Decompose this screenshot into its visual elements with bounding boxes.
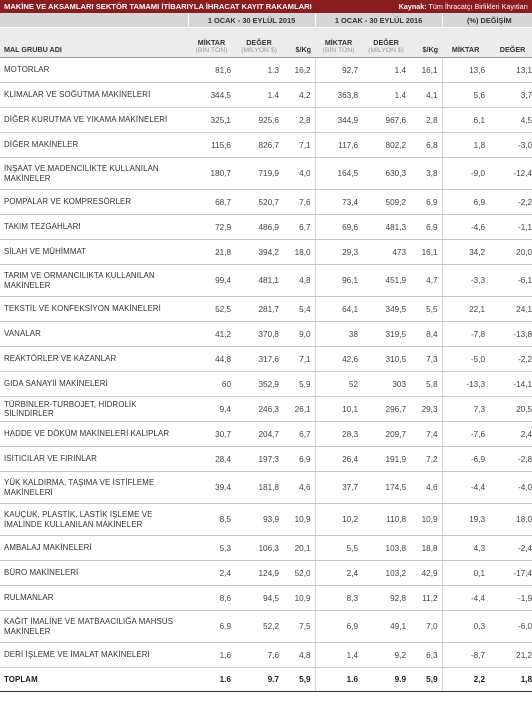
cell-deger-2015: 197,3: [235, 447, 283, 472]
cell-perkg-2016: 7,2: [410, 447, 442, 472]
cell-miktar-2016: 2,4: [315, 561, 362, 586]
total-miktar-2015: 1.6: [188, 668, 235, 692]
miktar-2016-header: [315, 28, 362, 58]
cell-deger-2015: 352,9: [235, 372, 283, 397]
cell-perkg-2016: 42,9: [410, 561, 442, 586]
cell-change-deger: 3,7: [489, 83, 532, 108]
cell-miktar-2016: 92,7: [315, 58, 362, 83]
total-deger-2015: 9.7: [235, 668, 283, 692]
cell-miktar-2015: 5,3: [188, 536, 235, 561]
cell-deger-2016: 49,1: [362, 611, 410, 643]
cell-change-miktar: -13,3: [442, 372, 489, 397]
change-header: (%) DEĞİŞİM: [442, 13, 532, 28]
cell-change-miktar: -3,3: [442, 265, 489, 297]
cell-perkg-2016: 7,3: [410, 347, 442, 372]
cell-perkg-2015: 4,0: [283, 158, 315, 190]
cell-perkg-2015: 6,7: [283, 422, 315, 447]
cell-deger-2016: 92,8: [362, 586, 410, 611]
cell-perkg-2016: 10,9: [410, 504, 442, 536]
row-group-name: TEKSTİL VE KONFEKSİYON MAKİNELERİ: [0, 297, 188, 322]
row-group-name: TÜRBİNLER-TURBOJET, HİDROLİK SİLİNDİRLER: [0, 397, 188, 422]
cell-change-deger: -3,0: [489, 133, 532, 158]
cell-perkg-2015: 2,8: [283, 108, 315, 133]
cell-deger-2015: 1.4: [235, 83, 283, 108]
cell-change-deger: 2,4: [489, 422, 532, 447]
row-group-name: POMPALAR VE KOMPRESÖRLER: [0, 190, 188, 215]
cell-miktar-2015: 81,6: [188, 58, 235, 83]
cell-perkg-2016: 16,1: [410, 58, 442, 83]
cell-perkg-2016: 4,1: [410, 83, 442, 108]
cell-change-deger: -12,4: [489, 158, 532, 190]
cell-miktar-2016: 5,5: [315, 536, 362, 561]
cell-change-deger: 24,1: [489, 297, 532, 322]
cell-change-deger: -1,9: [489, 586, 532, 611]
total-miktar-2016: 1.6: [315, 668, 362, 692]
row-group-name: TARIM VE ORMANCILIKTA KULLANILAN MAKİNELER: [0, 265, 188, 297]
cell-change-deger: -17,4: [489, 561, 532, 586]
cell-miktar-2015: 99,4: [188, 265, 235, 297]
cell-change-miktar: 1,8: [442, 133, 489, 158]
cell-perkg-2015: 10,9: [283, 586, 315, 611]
cell-deger-2016: 451,9: [362, 265, 410, 297]
cell-perkg-2015: 7,1: [283, 133, 315, 158]
cell-miktar-2015: 72,9: [188, 215, 235, 240]
cell-miktar-2015: 325,1: [188, 108, 235, 133]
cell-deger-2016: 319,5: [362, 322, 410, 347]
row-group-name: REAKTÖRLER VE KAZANLAR: [0, 347, 188, 372]
cell-change-deger: -4,0: [489, 472, 532, 504]
cell-change-miktar: 6,1: [442, 108, 489, 133]
cell-deger-2015: 7,6: [235, 643, 283, 668]
cell-perkg-2016: 6,9: [410, 215, 442, 240]
deger-2016-unit: (MİLYON $): [368, 47, 404, 54]
cell-perkg-2016: 7,4: [410, 422, 442, 447]
cell-change-deger: -1,1: [489, 215, 532, 240]
cell-miktar-2016: 26,4: [315, 447, 362, 472]
table-row: [0, 158, 532, 190]
cell-miktar-2016: 117,6: [315, 133, 362, 158]
cell-deger-2015: 52,2: [235, 611, 283, 643]
cell-deger-2015: 481,1: [235, 265, 283, 297]
row-group-name: DİĞER MAKİNELER: [0, 133, 188, 158]
cell-deger-2016: 481,3: [362, 215, 410, 240]
cell-miktar-2016: 344,9: [315, 108, 362, 133]
row-group-name: ISITICILAR VE FIRINLAR: [0, 447, 188, 472]
cell-perkg-2015: 26,1: [283, 397, 315, 422]
cell-change-deger: -6,0: [489, 611, 532, 643]
period-header-row: [0, 13, 532, 28]
header-blank-cell: [0, 13, 188, 28]
table-row: [0, 108, 532, 133]
source-note: [399, 0, 528, 13]
cell-perkg-2015: 6,9: [283, 447, 315, 472]
cell-perkg-2015: 52,0: [283, 561, 315, 586]
cell-deger-2015: 124,9: [235, 561, 283, 586]
cell-change-deger: 13,1: [489, 58, 532, 83]
cell-deger-2015: 719,9: [235, 158, 283, 190]
cell-deger-2015: 925,6: [235, 108, 283, 133]
cell-miktar-2015: 28,4: [188, 447, 235, 472]
cell-perkg-2016: 4,7: [410, 265, 442, 297]
cell-miktar-2016: 10,1: [315, 397, 362, 422]
cell-miktar-2015: 39,4: [188, 472, 235, 504]
cell-perkg-2015: 18,0: [283, 240, 315, 265]
cell-perkg-2015: 9,0: [283, 322, 315, 347]
cell-deger-2016: 191,9: [362, 447, 410, 472]
cell-miktar-2016: 29,3: [315, 240, 362, 265]
cell-deger-2016: 9,2: [362, 643, 410, 668]
cell-perkg-2016: 6,8: [410, 133, 442, 158]
period-2015-header: 1 OCAK - 30 EYLÜL 2015: [188, 13, 315, 28]
table-row: [0, 58, 532, 83]
row-group-name: HADDE VE DÖKÜM MAKİNELERİ KALIPLAR: [0, 422, 188, 447]
cell-change-deger: 21,2: [489, 643, 532, 668]
cell-miktar-2015: 6,9: [188, 611, 235, 643]
cell-deger-2016: 174,5: [362, 472, 410, 504]
row-group-name: GIDA SANAYİİ MAKİNELERİ: [0, 372, 188, 397]
cell-miktar-2016: 52: [315, 372, 362, 397]
miktar-2016-label: MİKTAR: [324, 38, 353, 47]
cell-deger-2016: 310,5: [362, 347, 410, 372]
cell-change-miktar: 6,9: [442, 190, 489, 215]
cell-miktar-2016: 363,8: [315, 83, 362, 108]
cell-deger-2016: 296,7: [362, 397, 410, 422]
cell-change-miktar: -5,0: [442, 347, 489, 372]
deger-2015-label: DEĞER: [246, 38, 272, 47]
miktar-2015-label: MİKTAR: [197, 38, 226, 47]
cell-deger-2016: 349,5: [362, 297, 410, 322]
cell-miktar-2015: 8,6: [188, 586, 235, 611]
cell-perkg-2016: 4,6: [410, 472, 442, 504]
cell-change-miktar: -7,6: [442, 422, 489, 447]
miktar-2015-header: [188, 28, 235, 58]
cell-miktar-2015: 2,4: [188, 561, 235, 586]
cell-deger-2016: 967,6: [362, 108, 410, 133]
cell-change-miktar: 13,6: [442, 58, 489, 83]
table-row: [0, 397, 532, 422]
cell-deger-2016: 103,8: [362, 536, 410, 561]
cell-miktar-2015: 30,7: [188, 422, 235, 447]
cell-deger-2016: 103,2: [362, 561, 410, 586]
title-bar: [0, 0, 532, 13]
cell-deger-2015: 93,9: [235, 504, 283, 536]
cell-perkg-2016: 29,3: [410, 397, 442, 422]
cell-perkg-2016: 2,8: [410, 108, 442, 133]
cell-perkg-2015: 10,9: [283, 504, 315, 536]
table-row: [0, 190, 532, 215]
table-row: [0, 297, 532, 322]
cell-deger-2015: 1.3: [235, 58, 283, 83]
total-change-deger: 1,8: [489, 668, 532, 692]
cell-perkg-2015: 20,1: [283, 536, 315, 561]
deger-2015-unit: (MİLYON $): [241, 47, 277, 54]
cell-change-deger: -2,8: [489, 447, 532, 472]
cell-deger-2016: 509,2: [362, 190, 410, 215]
table-row: [0, 240, 532, 265]
source-value: Tüm İhracatçı Birlikleri Kayıtları: [428, 2, 528, 11]
cell-change-miktar: -9,0: [442, 158, 489, 190]
cell-deger-2015: 281,7: [235, 297, 283, 322]
cell-perkg-2015: 7,5: [283, 611, 315, 643]
cell-deger-2015: 370,8: [235, 322, 283, 347]
cell-deger-2015: 486,9: [235, 215, 283, 240]
change-deger-header: DEĞER: [489, 28, 532, 58]
row-group-name: VANALAR: [0, 322, 188, 347]
cell-deger-2015: 181,8: [235, 472, 283, 504]
cell-perkg-2016: 8,4: [410, 322, 442, 347]
cell-perkg-2016: 6,9: [410, 190, 442, 215]
cell-change-miktar: -7,8: [442, 322, 489, 347]
row-group-name: BÜRO MAKİNELERİ: [0, 561, 188, 586]
table-row: [0, 586, 532, 611]
cell-deger-2016: 1.4: [362, 58, 410, 83]
cell-perkg-2016: 3,8: [410, 158, 442, 190]
miktar-2015-unit: (BİN TON): [195, 47, 228, 54]
cell-miktar-2016: 42,6: [315, 347, 362, 372]
cell-deger-2016: 473: [362, 240, 410, 265]
source-label: Kaynak:: [398, 2, 427, 11]
cell-change-miktar: 7,3: [442, 397, 489, 422]
cell-perkg-2015: 7,6: [283, 190, 315, 215]
column-header-row: [0, 28, 532, 58]
row-group-name: SİLAH VE MÜHİMMAT: [0, 240, 188, 265]
cell-perkg-2015: 4,8: [283, 643, 315, 668]
cell-perkg-2016: 7,0: [410, 611, 442, 643]
row-group-name: KAUÇUK, PLASTİK, LASTİK İŞLEME VE İMALİNDE KULLANILAN MAKİNELER: [0, 504, 188, 536]
cell-change-miktar: 5,6: [442, 83, 489, 108]
cell-miktar-2015: 41,2: [188, 322, 235, 347]
cell-change-deger: -13,8: [489, 322, 532, 347]
row-group-name: YÜK KALDIRMA, TAŞIMA VE İSTİFLEME MAKİNELERİ: [0, 472, 188, 504]
table-row: [0, 422, 532, 447]
cell-miktar-2015: 8,5: [188, 504, 235, 536]
row-group-name: AMBALAJ MAKİNELERİ: [0, 536, 188, 561]
cell-perkg-2015: 6,7: [283, 215, 315, 240]
cell-change-miktar: 22,1: [442, 297, 489, 322]
cell-deger-2016: 630,3: [362, 158, 410, 190]
cell-miktar-2016: 73,4: [315, 190, 362, 215]
cell-miktar-2016: 28,3: [315, 422, 362, 447]
row-group-name: İNŞAAT VE MADENCİLİKTE KULLANILAN MAKİNELER: [0, 158, 188, 190]
cell-change-deger: 4,5: [489, 108, 532, 133]
cell-miktar-2016: 10,2: [315, 504, 362, 536]
cell-change-deger: -2,2: [489, 347, 532, 372]
cell-perkg-2015: 4,2: [283, 83, 315, 108]
cell-deger-2016: 802,2: [362, 133, 410, 158]
total-deger-2016: 9.9: [362, 668, 410, 692]
cell-change-deger: -6,1: [489, 265, 532, 297]
cell-change-deger: 20,5: [489, 397, 532, 422]
table-row: [0, 472, 532, 504]
cell-deger-2016: 303: [362, 372, 410, 397]
row-group-name: DERİ İŞLEME VE İMALAT MAKİNELERİ: [0, 643, 188, 668]
group-name-header: MAL GRUBU ADI: [0, 28, 188, 58]
cell-change-miktar: 0,1: [442, 561, 489, 586]
cell-perkg-2015: 4,8: [283, 265, 315, 297]
cell-miktar-2016: 6,9: [315, 611, 362, 643]
cell-change-miktar: -6,9: [442, 447, 489, 472]
cell-miktar-2015: 1,6: [188, 643, 235, 668]
cell-deger-2015: 246,3: [235, 397, 283, 422]
cell-miktar-2015: 44,8: [188, 347, 235, 372]
cell-perkg-2016: 18,8: [410, 536, 442, 561]
row-group-name: MOTORLAR: [0, 58, 188, 83]
cell-change-deger: -2,2: [489, 190, 532, 215]
row-group-name: TAKIM TEZGAHLARI: [0, 215, 188, 240]
cell-miktar-2015: 60: [188, 372, 235, 397]
cell-change-miktar: 4,3: [442, 536, 489, 561]
period-2016-header: 1 OCAK - 30 EYLÜL 2016: [315, 13, 442, 28]
total-change-miktar: 2,2: [442, 668, 489, 692]
table-row: [0, 347, 532, 372]
row-group-name: KLİMALAR VE SOĞUTMA MAKİNELERİ: [0, 83, 188, 108]
change-miktar-header: MİKTAR: [442, 28, 489, 58]
cell-perkg-2015: 7,1: [283, 347, 315, 372]
cell-change-miktar: 0,3: [442, 611, 489, 643]
cell-change-miktar: 34,2: [442, 240, 489, 265]
total-row: [0, 668, 532, 692]
table-row: [0, 611, 532, 643]
total-label: TOPLAM: [0, 668, 188, 692]
table-title: MAKİNE VE AKSAMLARI SEKTÖR TAMAMI İTİBARIYLA İHRACAT KAYIT RAKAMLARI: [4, 2, 312, 11]
cell-change-deger: 20,0: [489, 240, 532, 265]
table-row: [0, 536, 532, 561]
cell-deger-2016: 1.4: [362, 83, 410, 108]
table-row: [0, 215, 532, 240]
cell-deger-2015: 106,3: [235, 536, 283, 561]
cell-miktar-2015: 180,7: [188, 158, 235, 190]
cell-miktar-2016: 8,3: [315, 586, 362, 611]
table-row: [0, 322, 532, 347]
deger-2016-label: DEĞER: [373, 38, 399, 47]
cell-perkg-2016: 5,5: [410, 297, 442, 322]
cell-perkg-2015: 16,2: [283, 58, 315, 83]
row-group-name: RULMANLAR: [0, 586, 188, 611]
cell-deger-2015: 317,6: [235, 347, 283, 372]
cell-perkg-2015: 5,9: [283, 372, 315, 397]
table-row: [0, 83, 532, 108]
cell-miktar-2015: 115,6: [188, 133, 235, 158]
cell-change-miktar: -4,4: [442, 472, 489, 504]
row-group-name: KAĞIT İMALİNE VE MATBAACILIĞA MAHSUS MAKİNELER: [0, 611, 188, 643]
cell-miktar-2015: 52,5: [188, 297, 235, 322]
cell-deger-2015: 94,5: [235, 586, 283, 611]
cell-deger-2015: 394,2: [235, 240, 283, 265]
cell-miktar-2015: 344,5: [188, 83, 235, 108]
table-row: [0, 504, 532, 536]
cell-perkg-2016: 6,3: [410, 643, 442, 668]
cell-deger-2016: 110,8: [362, 504, 410, 536]
table-row: [0, 561, 532, 586]
perkg-2016-header: $/Kg: [410, 28, 442, 58]
cell-perkg-2016: 16,1: [410, 240, 442, 265]
cell-change-deger: 18,0: [489, 504, 532, 536]
table-body: [0, 58, 532, 692]
cell-perkg-2015: 5,4: [283, 297, 315, 322]
export-data-table: [0, 13, 532, 692]
cell-deger-2016: 209,7: [362, 422, 410, 447]
cell-miktar-2016: 38: [315, 322, 362, 347]
table-row: [0, 265, 532, 297]
cell-miktar-2016: 96,1: [315, 265, 362, 297]
deger-2015-header: [235, 28, 283, 58]
cell-miktar-2015: 9,4: [188, 397, 235, 422]
cell-deger-2015: 520,7: [235, 190, 283, 215]
cell-perkg-2015: 4,6: [283, 472, 315, 504]
deger-2016-header: [362, 28, 410, 58]
cell-change-miktar: -4,6: [442, 215, 489, 240]
cell-change-miktar: -8,7: [442, 643, 489, 668]
table-row: [0, 372, 532, 397]
miktar-2016-unit: (BİN TON): [322, 47, 355, 54]
total-perkg-2015: 5,9: [283, 668, 315, 692]
cell-change-miktar: 19,3: [442, 504, 489, 536]
table-row: [0, 447, 532, 472]
table-row: [0, 133, 532, 158]
table-row: [0, 643, 532, 668]
cell-perkg-2016: 5,8: [410, 372, 442, 397]
cell-change-miktar: -4,4: [442, 586, 489, 611]
cell-miktar-2015: 21,8: [188, 240, 235, 265]
cell-miktar-2016: 1,4: [315, 643, 362, 668]
cell-miktar-2016: 37,7: [315, 472, 362, 504]
cell-miktar-2016: 69,6: [315, 215, 362, 240]
cell-miktar-2016: 64,1: [315, 297, 362, 322]
cell-change-deger: -2,4: [489, 536, 532, 561]
row-group-name: DİĞER KURUTMA VE YIKAMA MAKİNELERİ: [0, 108, 188, 133]
cell-perkg-2016: 11,2: [410, 586, 442, 611]
perkg-2015-header: $/Kg: [283, 28, 315, 58]
total-perkg-2016: 5,9: [410, 668, 442, 692]
cell-deger-2015: 204,7: [235, 422, 283, 447]
cell-miktar-2015: 68,7: [188, 190, 235, 215]
cell-miktar-2016: 164,5: [315, 158, 362, 190]
cell-change-deger: -14,1: [489, 372, 532, 397]
cell-deger-2015: 826,7: [235, 133, 283, 158]
